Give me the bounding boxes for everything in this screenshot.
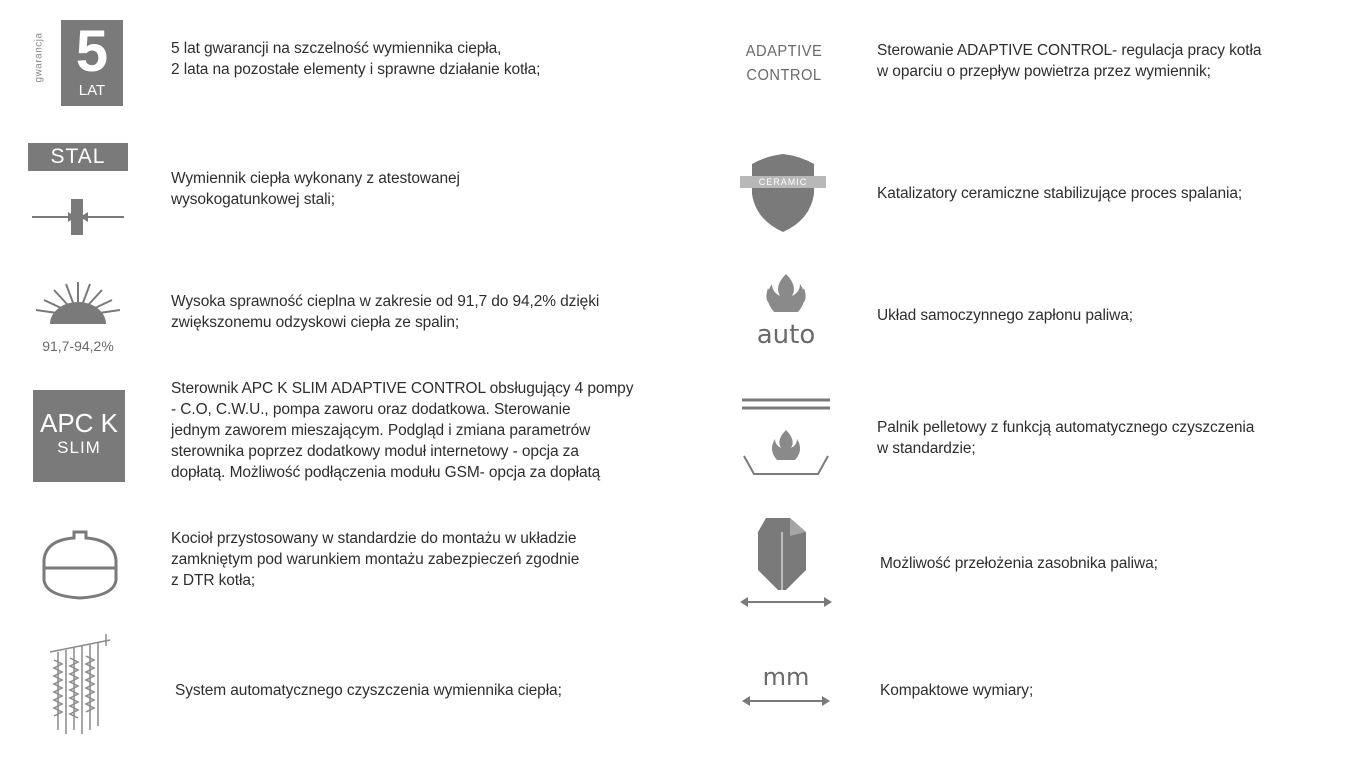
steel-label: STAL bbox=[28, 143, 128, 171]
fuel-hopper-icon bbox=[738, 512, 834, 612]
pellet-burner-icon bbox=[740, 394, 832, 484]
ceramic-shield-icon bbox=[740, 150, 826, 236]
auto-ignition-flame-icon bbox=[746, 272, 826, 356]
feature-text-ceramic: Katalizatory ceramiczne stabilizujące proces spalania; bbox=[877, 185, 1243, 202]
feature-text-closed-system: Kocioł przystosowany w standardzie do montażu w układzie zamkniętym pod warunkiem montażu zabezpieczeń zgodnie z DTR kotła; bbox=[171, 530, 580, 589]
efficiency-sun-icon bbox=[26, 278, 130, 360]
warranty-number: 5 bbox=[75, 19, 109, 84]
efficiency-label: 91,7-94,2% bbox=[42, 338, 114, 354]
auto-label: auto bbox=[756, 320, 816, 350]
feature-text-efficiency: Wysoka sprawność cieplna w zakresie od 91,7 do 94,2% dzięki zwiększonemu odzyskowi ciepła ze spalin; bbox=[171, 293, 600, 331]
expansion-tank-icon bbox=[38, 526, 122, 602]
feature-text-auto-cleaning: System automatycznego czyszczenia wymiennika ciepła; bbox=[175, 682, 562, 699]
feature-text-warranty: 5 lat gwarancji na szczelność wymiennika ciepła, 2 lata na pozostałe elementy i sprawne działanie kotła; bbox=[171, 40, 541, 78]
feature-text-fuel-hopper: Możliwość przełożenia zasobnika paliwa; bbox=[880, 555, 1158, 572]
steel-arrows-icon bbox=[28, 185, 128, 245]
turbulators-cleaning-icon bbox=[44, 630, 116, 740]
feature-text-steel: Wymiennik ciepła wykonany z atestowanej wysokogatunkowej stali; bbox=[171, 170, 460, 208]
adaptive-control-icon bbox=[732, 40, 836, 96]
apc-k-slim-icon bbox=[33, 390, 125, 482]
warranty-5-years-icon bbox=[30, 16, 126, 108]
steel-exchanger-icon bbox=[28, 143, 128, 243]
ceramic-label: CERAMIC bbox=[758, 177, 808, 187]
feature-text-compact: Kompaktowe wymiary; bbox=[880, 682, 1034, 699]
adaptive-label: ADAPTIVE bbox=[745, 43, 823, 60]
warranty-side-label: gwarancja bbox=[33, 32, 45, 83]
feature-text-controller: Sterownik APC K SLIM ADAPTIVE CONTROL obsługujący 4 pompy - C.O, C.W.U., pompa zaworu oraz dodatkowa. Sterowanie jednym zaworem mieszającym. Podgląd i zmiana parametrów sterownika poprzez dodatkowy moduł internetowy - opcja za dopłatą. Możliwość podłączenia modułu GSM- opcja za dopłatą bbox=[171, 380, 634, 481]
warranty-unit: LAT bbox=[78, 82, 106, 99]
compact-dimensions-icon bbox=[740, 664, 832, 712]
slim-label: SLIM bbox=[57, 438, 101, 457]
control-label: CONTROL bbox=[746, 67, 822, 84]
mm-label: mm bbox=[762, 663, 810, 691]
feature-text-pellet-burner: Palnik pelletowy z funkcją automatycznego czyszczenia w standardzie; bbox=[877, 419, 1255, 457]
apc-k-label: APC K bbox=[39, 408, 119, 438]
feature-text-auto-ignition: Układ samoczynnego zapłonu paliwa; bbox=[877, 307, 1133, 324]
feature-text-adaptive-control: Sterowanie ADAPTIVE CONTROL- regulacja pracy kotła w oparciu o przepływ powietrza przez wymiennik; bbox=[877, 42, 1262, 80]
